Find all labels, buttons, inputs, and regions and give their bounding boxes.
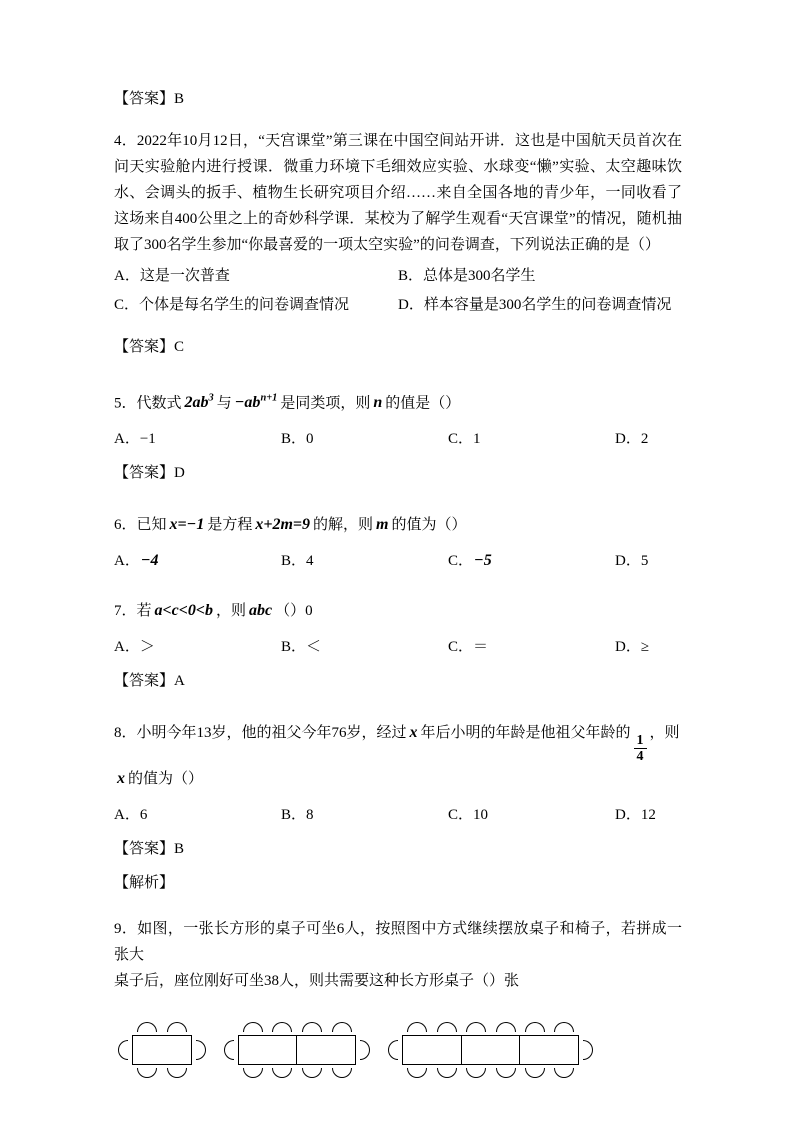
q4-option-c: C．个体是每名学生的问卷调查情况 <box>114 297 350 313</box>
question-6 <box>114 510 682 572</box>
question-5-options <box>114 428 682 450</box>
chair-icon <box>243 1068 263 1078</box>
fraction-denominator: 4 <box>636 749 644 765</box>
q7-option-a <box>114 636 281 658</box>
q5-text-post: 是同类项，则 <box>280 395 371 412</box>
q5-expression-1 <box>185 394 214 411</box>
question-7-options <box>114 636 682 658</box>
q5-text-mid: 与 <box>216 395 232 412</box>
option-value: ＜ <box>306 639 322 656</box>
chair-icon <box>167 1022 187 1032</box>
question-9-text <box>114 916 682 994</box>
option-label: A． <box>114 553 140 570</box>
q7-inequality: a<c<0<b <box>154 602 213 620</box>
q5-expression-2 <box>235 394 278 411</box>
option-label: C． <box>448 807 474 824</box>
tables-figure <box>118 1010 682 1090</box>
option-value: −4 <box>140 552 159 570</box>
tables-row <box>402 1035 579 1065</box>
chair-icon <box>302 1068 322 1078</box>
chair-icon <box>137 1068 157 1078</box>
chair-icon <box>407 1068 427 1078</box>
chair-icon <box>118 1040 128 1060</box>
table-group-3 <box>388 1022 593 1078</box>
fraction-numerator: 1 <box>634 733 647 749</box>
option-value: 0 <box>306 431 314 448</box>
q4-option-b: B．总体是300名学生 <box>398 268 536 284</box>
q8-text-tail: 的值为（） <box>128 771 204 788</box>
option-label: B． <box>281 553 307 570</box>
question-6-options <box>114 550 682 572</box>
question-5 <box>114 384 682 484</box>
q6-equation-2: x+2m=9 <box>255 516 311 534</box>
q9-text-line2: 桌子后，座位刚好可坐38人，则共需要这种长方形桌子（）张 <box>114 973 520 990</box>
chair-icon <box>302 1022 322 1032</box>
option-label: C． <box>448 553 474 570</box>
option-value: ＞ <box>139 639 155 656</box>
option-label: D． <box>615 639 641 656</box>
chair-icon <box>525 1068 545 1078</box>
q7-text-tail: （）0 <box>275 603 313 620</box>
bottom-chairs-row <box>402 1068 579 1078</box>
question-8-options <box>114 804 682 826</box>
table <box>296 1035 356 1065</box>
chair-icon <box>437 1068 457 1078</box>
q8-option-b <box>281 804 448 826</box>
answer-q5: 【答案】D <box>114 465 185 482</box>
option-label: A． <box>114 807 140 824</box>
question-7 <box>114 596 682 692</box>
option-label: D． <box>615 553 641 570</box>
chair-icon <box>243 1022 263 1032</box>
chair-icon <box>466 1068 486 1078</box>
tables-row <box>238 1035 356 1065</box>
option-label: D． <box>615 431 641 448</box>
option-label: C． <box>448 431 474 448</box>
chair-icon <box>196 1040 206 1060</box>
table <box>461 1035 521 1065</box>
option-value: 4 <box>306 553 314 570</box>
option-label: B． <box>281 639 307 656</box>
option-value: 8 <box>306 807 314 824</box>
answer-q4: 【答案】C <box>114 339 185 355</box>
question-8 <box>114 718 682 894</box>
chair-icon <box>388 1040 398 1060</box>
q8-text-pre: 8．小明今年13岁，他的祖父今年76岁，经过 <box>114 725 407 742</box>
chair-icon <box>554 1068 574 1078</box>
q6-text-tail: 的值为（） <box>391 517 467 534</box>
option-value: 5 <box>640 553 649 570</box>
q4-option-a: A．这是一次普查 <box>114 268 230 284</box>
top-chairs-row <box>132 1022 192 1032</box>
question-4 <box>114 128 682 358</box>
option-label: B． <box>281 807 307 824</box>
q8-option-a <box>114 804 281 826</box>
option-value: ≥ <box>640 639 650 656</box>
option-value: −5 <box>474 552 492 570</box>
q7-text-pre: 7．若 <box>114 603 152 620</box>
chair-icon <box>167 1068 187 1078</box>
q6-variable-m: m <box>376 516 389 534</box>
q7-option-d <box>615 636 649 658</box>
option-label: A． <box>114 431 140 448</box>
q5-expr2-base: −ab <box>234 394 261 412</box>
chair-icon <box>554 1022 574 1032</box>
q8-text-mid: 年后小明的年龄是他祖父年龄的 <box>420 725 631 742</box>
option-label: A． <box>114 639 140 656</box>
q6-equation-1: x=−1 <box>169 516 205 534</box>
option-label: D． <box>615 807 641 824</box>
q7-option-b <box>281 636 448 658</box>
option-value: 12 <box>640 807 656 824</box>
chair-icon <box>332 1022 352 1032</box>
chair-icon <box>496 1022 516 1032</box>
chair-icon <box>224 1040 234 1060</box>
q8-option-d <box>615 804 656 826</box>
q5-variable-n: n <box>373 394 383 412</box>
chair-icon <box>360 1040 370 1060</box>
fraction-one-quarter <box>634 733 647 764</box>
option-label: B． <box>281 431 307 448</box>
q8-variable-x-1: x <box>409 724 418 742</box>
table <box>402 1035 462 1065</box>
question-5-text <box>114 384 682 418</box>
q5-text-tail: 的值是（） <box>385 395 461 412</box>
analysis-q8: 【解析】 <box>114 875 175 892</box>
question-7-text <box>114 596 682 626</box>
answer-q8: 【答案】B <box>114 841 185 858</box>
q6-option-d <box>615 550 648 572</box>
q4-option-d: D．样本容量是300名学生的问卷调查情况 <box>398 297 672 313</box>
q5-expr2-exponent: n+1 <box>260 393 278 404</box>
question-4-text: 4．2022年10月12日，“天宫课堂”第三课在中国空间站开讲．这也是中国航天员首次在问天实验舱内进行授课．微重力环境下毛细效应实验、水球变“懒”实验、太空趣味饮水、会调头的扳手、植物生长研究项目介绍……来自全国各地的青少年，一同收看了这场来自400公里之上的奇妙科学课．某校为了解学生观看“天宫课堂”的情况，随机抽取了300名学生参加“你最喜爱的一项太空实验”的问卷调查，下列说法正确的是（） <box>114 133 682 253</box>
option-label: C． <box>448 639 474 656</box>
table-group-center <box>402 1022 579 1078</box>
top-chairs-row <box>402 1022 579 1032</box>
top-chairs-row <box>238 1022 356 1032</box>
q6-text-mid: 是方程 <box>207 517 253 534</box>
q5-option-c <box>448 428 615 450</box>
chair-icon <box>332 1068 352 1078</box>
table <box>132 1035 192 1065</box>
option-value: 1 <box>473 431 481 448</box>
q6-option-a <box>114 550 281 572</box>
chair-icon <box>407 1022 427 1032</box>
answer-q3: 【答案】B <box>114 91 185 107</box>
q8-variable-x-2: x <box>117 770 125 788</box>
q5-text-pre: 5．代数式 <box>114 395 182 412</box>
q5-option-d <box>615 428 648 450</box>
bottom-chairs-row <box>132 1068 192 1078</box>
q5-expr1-base: 2ab <box>184 394 209 412</box>
q6-text-pre: 6．已知 <box>114 517 167 534</box>
chair-icon <box>137 1022 157 1032</box>
table-group-2 <box>224 1022 370 1078</box>
tables-row <box>132 1035 192 1065</box>
table-group-center <box>238 1022 356 1078</box>
q5-option-b <box>281 428 448 450</box>
chair-icon <box>496 1068 516 1078</box>
q8-text-post: ，则 <box>649 725 680 742</box>
option-value: −1 <box>139 431 156 448</box>
table-group-1 <box>118 1022 206 1078</box>
q6-option-b <box>281 550 448 572</box>
chair-icon <box>272 1068 292 1078</box>
q6-text-post: 的解，则 <box>313 517 374 534</box>
chair-icon <box>466 1022 486 1032</box>
question-4-options <box>114 262 682 320</box>
option-value: ＝ <box>473 639 489 656</box>
chair-icon <box>272 1022 292 1032</box>
chair-icon <box>525 1022 545 1032</box>
chair-icon <box>583 1040 593 1060</box>
answer-q7: 【答案】A <box>114 673 185 690</box>
option-value: 10 <box>473 807 489 824</box>
question-6-text <box>114 510 682 540</box>
q8-option-c <box>448 804 615 826</box>
q7-option-c <box>448 636 615 658</box>
option-value: 6 <box>139 807 148 824</box>
question-8-text <box>114 718 682 794</box>
q7-text-mid: ，则 <box>215 603 246 620</box>
q7-expression-abc: abc <box>248 602 273 620</box>
option-value: 2 <box>640 431 649 448</box>
question-9 <box>114 916 682 1090</box>
q9-text-line1: 9．如图，一张长方形的桌子可坐6人，按照图中方式继续摆放桌子和椅子，若拼成一张大 <box>114 921 682 964</box>
table <box>519 1035 579 1065</box>
q5-expr1-exponent: 3 <box>208 393 214 404</box>
table-group-center <box>132 1022 192 1078</box>
bottom-chairs-row <box>238 1068 356 1078</box>
table <box>238 1035 298 1065</box>
chair-icon <box>437 1022 457 1032</box>
q6-option-c <box>448 550 615 572</box>
q5-option-a <box>114 428 281 450</box>
